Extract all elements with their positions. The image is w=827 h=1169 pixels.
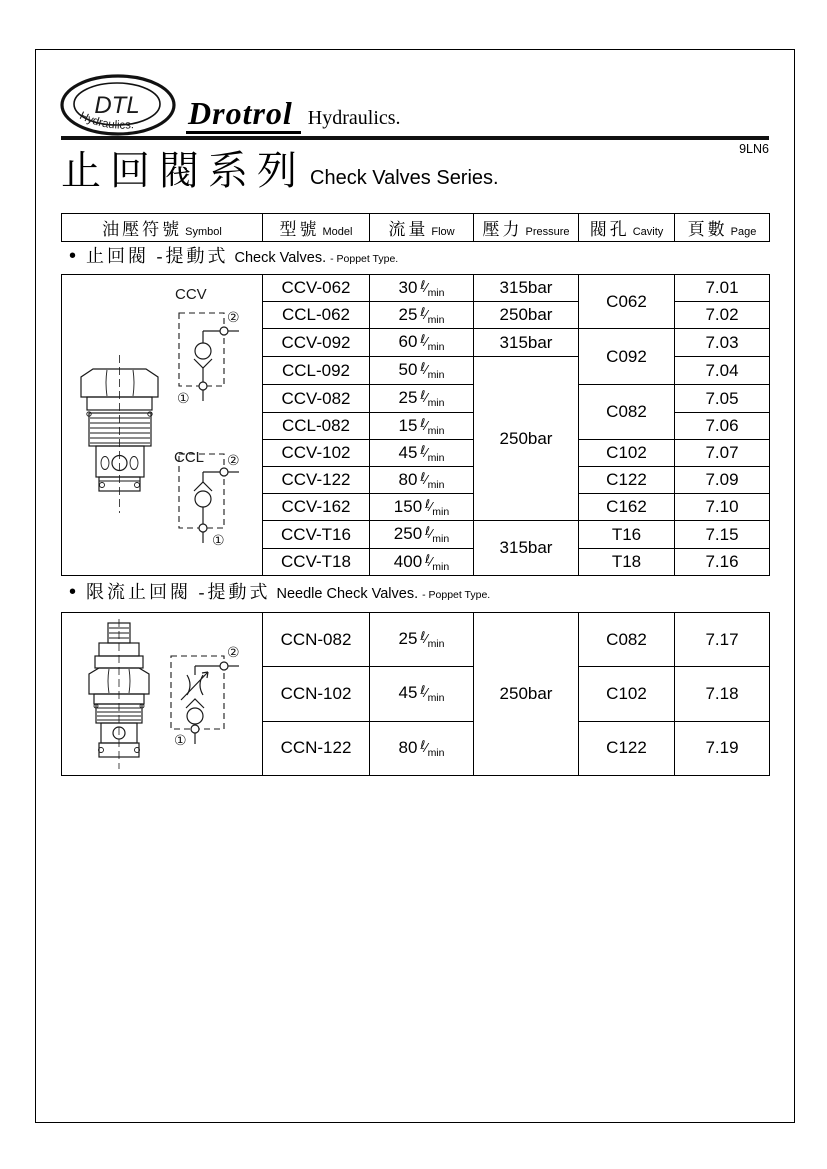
section-1-title-cn: 止回閥 -提動式 <box>86 246 229 266</box>
model-cell: CCN-122 <box>263 721 370 775</box>
table-header-row <box>62 214 770 242</box>
pressure-cell: 250bar <box>474 613 579 776</box>
pressure-cell: 250bar <box>474 357 579 521</box>
divider-rule <box>61 136 769 140</box>
cavity-cell: C082 <box>579 385 675 440</box>
model-cell: CCV-082 <box>263 385 370 413</box>
page-cell: 7.18 <box>675 667 770 721</box>
section-2-title-cn: 限流止回閥 -提動式 <box>86 582 271 602</box>
model-cell: CCN-082 <box>263 613 370 667</box>
ccl-symbol <box>174 449 240 549</box>
pressure-cell: 315bar <box>474 275 579 302</box>
dtl-logo <box>58 74 182 140</box>
cavity-cell: C122 <box>579 467 675 494</box>
table-row <box>62 275 770 302</box>
flow-cell: 25 $^\ell$⁄min <box>370 613 474 667</box>
brand-hydraulics: Hydraulics. <box>307 107 401 129</box>
brand <box>186 96 401 134</box>
page-cell: 7.01 <box>675 275 770 302</box>
section-1-title-sub: - Poppet Type. <box>330 253 399 265</box>
cavity-cell: C092 <box>579 329 675 385</box>
bullet-icon: • <box>69 245 77 267</box>
section-2-title-sub: - Poppet Type. <box>422 589 491 601</box>
cavity-cell: C062 <box>579 275 675 329</box>
page-cell: 7.17 <box>675 613 770 667</box>
needle-cartridge-drawing <box>89 619 149 769</box>
doc-code: 9LN6 <box>739 142 769 156</box>
pressure-cell: 315bar <box>474 521 579 576</box>
ccv-ccl-symbol-drawing <box>62 275 260 575</box>
model-cell: CCL-062 <box>263 302 370 329</box>
page-cell: 7.03 <box>675 329 770 357</box>
page-cell: 7.06 <box>675 413 770 440</box>
port-2-label: ② <box>227 453 240 469</box>
page-cell: 7.19 <box>675 721 770 775</box>
svg-text:CCV: CCV <box>175 286 207 303</box>
col-header-page: 頁數 Page <box>675 214 770 242</box>
flow-cell: 45 $^\ell$⁄min <box>370 667 474 721</box>
port-2-label: ② <box>227 310 240 326</box>
port-1-label: ① <box>212 533 225 549</box>
brand-drotrol: Drotrol <box>186 96 301 134</box>
ccv-symbol <box>175 286 240 407</box>
pressure-cell: 315bar <box>474 329 579 357</box>
bullet-icon: • <box>69 581 77 603</box>
spec-table-1 <box>61 274 770 576</box>
cavity-cell: T18 <box>579 549 675 576</box>
flow-cell: 50 $^\ell$⁄min <box>370 357 474 385</box>
page-title-cn: 止回閥系列 <box>61 148 306 193</box>
svg-text:CCL: CCL <box>174 449 205 466</box>
model-cell: CCV-T18 <box>263 549 370 576</box>
col-header-symbol: 油壓符號 Symbol <box>62 214 263 242</box>
page-title-en: Check Valves Series. <box>310 167 499 189</box>
ccn-symbol-drawing <box>62 613 260 775</box>
col-header-model: 型號 Model <box>263 214 370 242</box>
logo-acronym: DTL <box>94 92 140 119</box>
col-header-pressure: 壓力 Pressure <box>474 214 579 242</box>
model-cell: CCV-T16 <box>263 521 370 549</box>
page-cell: 7.16 <box>675 549 770 576</box>
page-cell: 7.10 <box>675 494 770 521</box>
cavity-cell: C102 <box>579 667 675 721</box>
page-title <box>61 146 499 196</box>
section-1-title-en: Check Valves. <box>234 250 327 266</box>
port-2-label: ② <box>227 645 240 661</box>
flow-cell: 25 $^\ell$⁄min <box>370 385 474 413</box>
col-header-flow: 流量 Flow <box>370 214 474 242</box>
spec-table-header <box>61 213 770 242</box>
flow-cell: 400 $^\ell$⁄min <box>370 549 474 576</box>
page-cell: 7.09 <box>675 467 770 494</box>
flow-cell: 25 $^\ell$⁄min <box>370 302 474 329</box>
model-cell: CCN-102 <box>263 667 370 721</box>
model-cell: CCV-062 <box>263 275 370 302</box>
section-2-title-en: Needle Check Valves. <box>276 586 419 602</box>
col-header-cavity: 閥孔 Cavity <box>579 214 675 242</box>
cavity-cell: T16 <box>579 521 675 549</box>
model-cell: CCL-082 <box>263 413 370 440</box>
cartridge-drawing <box>81 355 158 513</box>
page-cell: 7.04 <box>675 357 770 385</box>
logo-subtext: Hydraulics. <box>77 109 135 132</box>
flow-cell: 15 $^\ell$⁄min <box>370 413 474 440</box>
cavity-cell: C162 <box>579 494 675 521</box>
model-cell: CCL-092 <box>263 357 370 385</box>
port-1-label: ① <box>174 733 187 749</box>
model-cell: CCV-102 <box>263 440 370 467</box>
flow-cell: 250 $^\ell$⁄min <box>370 521 474 549</box>
ccn-symbol <box>171 645 240 749</box>
flow-cell: 150 $^\ell$⁄min <box>370 494 474 521</box>
page-border <box>35 49 795 1123</box>
symbol-cell-ccn <box>62 613 263 776</box>
flow-cell: 45 $^\ell$⁄min <box>370 440 474 467</box>
flow-cell: 30 $^\ell$⁄min <box>370 275 474 302</box>
page-cell: 7.05 <box>675 385 770 413</box>
model-cell: CCV-122 <box>263 467 370 494</box>
table-row <box>62 613 770 667</box>
cavity-cell: C122 <box>579 721 675 775</box>
section-1-heading <box>61 242 398 268</box>
pressure-cell: 250bar <box>474 302 579 329</box>
cavity-cell: C082 <box>579 613 675 667</box>
symbol-cell-ccv-ccl <box>62 275 263 576</box>
flow-cell: 60 $^\ell$⁄min <box>370 329 474 357</box>
spec-table-2 <box>61 612 770 776</box>
page-cell: 7.02 <box>675 302 770 329</box>
flow-cell: 80 $^\ell$⁄min <box>370 467 474 494</box>
port-1-label: ① <box>177 391 190 407</box>
model-cell: CCV-162 <box>263 494 370 521</box>
model-cell: CCV-092 <box>263 329 370 357</box>
page-cell: 7.15 <box>675 521 770 549</box>
flow-cell: 80 $^\ell$⁄min <box>370 721 474 775</box>
page-cell: 7.07 <box>675 440 770 467</box>
cavity-cell: C102 <box>579 440 675 467</box>
section-2-heading <box>61 578 490 604</box>
